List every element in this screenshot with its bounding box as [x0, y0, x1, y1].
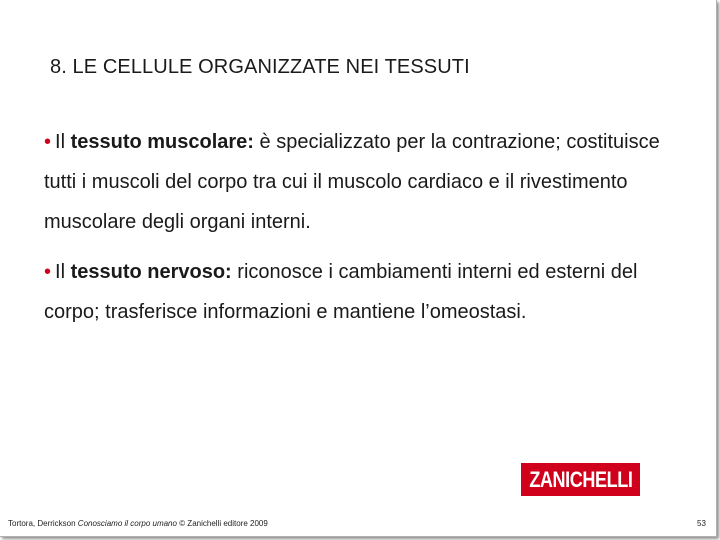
- slide-title: 8. LE CELLULE ORGANIZZATE NEI TESSUTI: [50, 56, 470, 78]
- paragraph-term: tessuto nervoso:: [70, 261, 232, 283]
- footer-publisher: © Zanichelli editore 2009: [176, 519, 268, 528]
- footer-authors: Tortora, Derrickson: [8, 519, 78, 528]
- paragraph-text: riconosce i cambiamenti interni ed esterni del corpo; trasferisce informazioni e mantiene l’omeostasi.: [44, 261, 638, 323]
- bullet-icon: •: [44, 131, 52, 153]
- paragraph-lead: Il: [55, 261, 71, 283]
- paragraph-text: è specializzato per la contrazione; costituisce tutti i muscoli del corpo tra cui il muscolo cardiaco e il rivestimento muscolare degli organi interni.: [44, 131, 660, 233]
- bullet-paragraph: [44, 122, 684, 242]
- bullet-paragraph: [44, 252, 684, 332]
- paragraph-term: tessuto muscolare:: [70, 131, 254, 153]
- bullet-icon: •: [44, 261, 52, 283]
- page-number: 53: [697, 519, 706, 528]
- slide-body: [44, 122, 684, 342]
- footer-book-title: Conosciamo il corpo umano: [77, 519, 177, 528]
- logo-text: ZANICHELLI: [528, 466, 633, 492]
- paragraph-lead: Il: [55, 131, 71, 153]
- zanichelli-logo: [521, 463, 640, 496]
- footer-credit: [8, 519, 268, 528]
